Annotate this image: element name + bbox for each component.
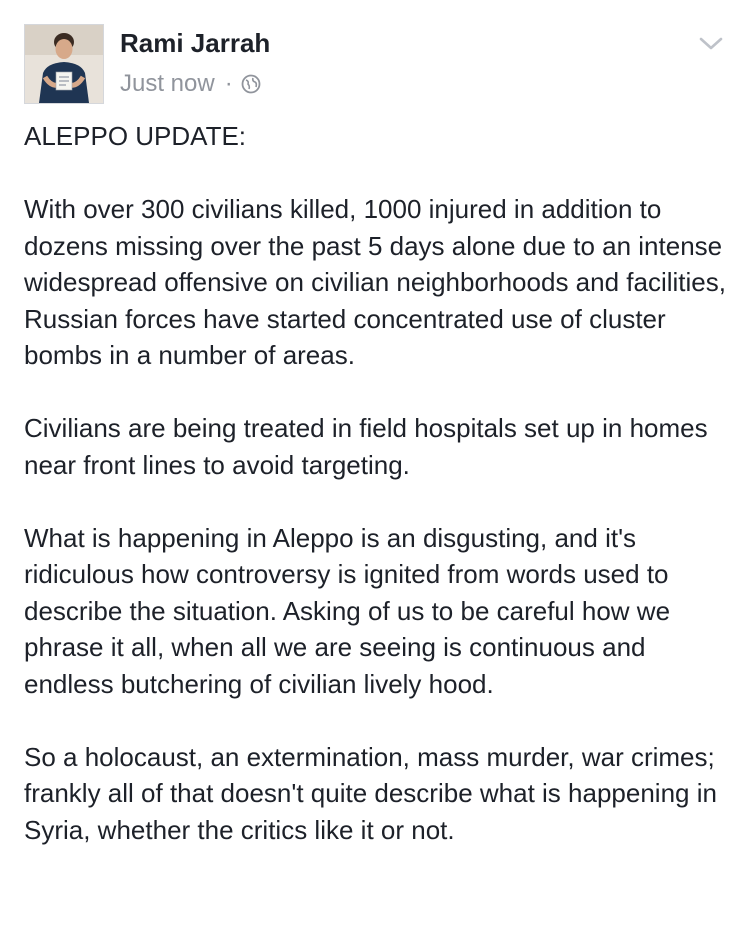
post-paragraph: ALEPPO UPDATE: [24, 121, 247, 151]
chevron-down-icon[interactable] [698, 34, 724, 54]
author-name[interactable]: Rami Jarrah [120, 28, 271, 58]
profile-photo-icon [25, 25, 103, 103]
post-body [24, 118, 736, 848]
meta-separator: · [224, 70, 233, 97]
post-paragraph: What is happening in Aleppo is an disgusting, and it's ridiculous how controversy is ignited from words used to describe the situation. Asking of us to be careful how we phrase it all, when all we are seeing is continuous and endless butchering of civilian lively hood. [24, 522, 671, 699]
post-paragraph: So a holocaust, an extermination, mass murder, war crimes; frankly all of that doesn't quite describe what is happening in Syria, whether the critics like it or not. [24, 741, 717, 845]
post-paragraph: With over 300 civilians killed, 1000 injured in addition to dozens missing over the past 5 days alone due to an intense widespread offensive on civilian neighborhoods and facilities, Russian forces have started concentrated use of cluster bombs in a number of areas. [24, 194, 726, 370]
globe-icon[interactable] [241, 74, 261, 94]
post-meta [120, 70, 261, 98]
post-header [24, 24, 724, 104]
timestamp-link[interactable]: Just now [120, 70, 215, 97]
post-paragraph: Civilians are being treated in field hospitals set up in homes near front lines to avoid targeting. [24, 413, 708, 480]
avatar[interactable] [24, 24, 104, 104]
